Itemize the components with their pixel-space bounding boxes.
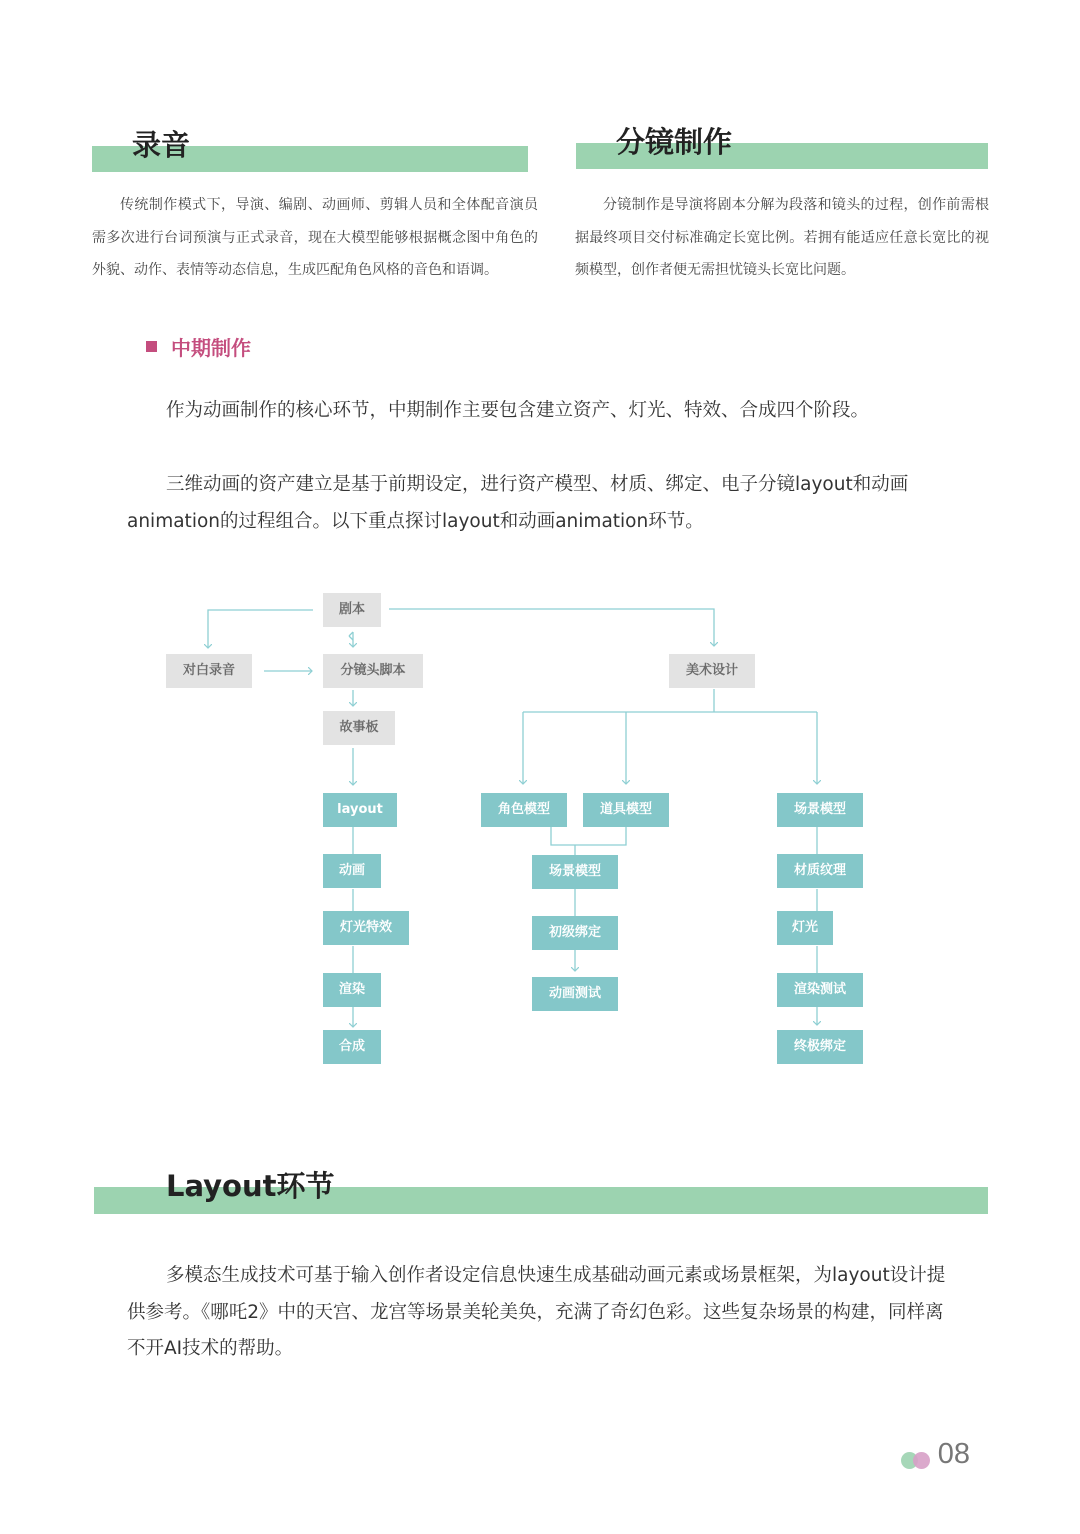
node-animation-test: 动画测试 (532, 977, 618, 1011)
node-character-model: 角色模型 (481, 793, 567, 827)
connector-models-merge (551, 827, 626, 855)
node-prop-model: 道具模型 (583, 793, 669, 827)
node-final-rigging: 终极绑定 (777, 1030, 863, 1064)
node-render-test: 渲染测试 (777, 973, 863, 1007)
midterm-heading-text: 中期制作 (171, 335, 251, 360)
connector-script-to-art (389, 609, 714, 646)
midterm-paragraph-2: 三维动画的资产建立是基于前期设定，进行资产模型、材质、绑定、电子分镜layout和动画animation的过程组合。以下重点探讨layout和动画animation环节。 (127, 474, 909, 532)
node-art-design: 美术设计 (669, 654, 755, 688)
node-scene-model-mid: 场景模型 (532, 855, 618, 889)
node-composite: 合成 (323, 1030, 381, 1064)
layout-title: Layout环节 (166, 1169, 335, 1203)
recording-title: 录音 (132, 128, 191, 162)
node-layout: layout (323, 793, 397, 827)
node-storyboard-script: 分镜头脚本 (323, 654, 423, 688)
node-render: 渲染 (323, 973, 381, 1007)
recording-text: 传统制作模式下，导演、编剧、动画师、剪辑人员和全体配音演员需多次进行台词预演与正式录音，现在大模型能够根据概念图中角色的外貌、动作、表情等动态信息，生成匹配角色风格的音色和语调。 (92, 197, 538, 278)
page-number: 08 (937, 1438, 970, 1470)
node-lighting: 灯光 (777, 911, 833, 945)
storyboard-text: 分镜制作是导演将剧本分解为段落和镜头的过程，创作前需根据最终项目交付标准确定长宽比例。若拥有能适应任意长宽比的视频模型，创作者便无需担忧镜头长宽比问题。 (575, 197, 989, 278)
node-animation: 动画 (323, 854, 381, 888)
node-scene-model: 场景模型 (777, 793, 863, 827)
node-basic-rigging: 初级绑定 (532, 916, 618, 950)
page-dot-pink-icon (913, 1452, 930, 1469)
node-dialogue-recording: 对白录音 (166, 654, 252, 688)
layout-text: 多模态生成技术可基于输入创作者设定信息快速生成基础动画元素或场景框架，为layout设计提供参考。《哪吒2》中的天宫、龙宫等场景美轮美奂，充满了奇幻色彩。这些复杂场景的构建，同样离不开AI技术的帮助。 (127, 1265, 946, 1359)
node-story-board: 故事板 (323, 711, 395, 745)
storyboard-title: 分镜制作 (616, 125, 733, 159)
node-script: 剧本 (323, 593, 381, 627)
node-material-texture: 材质纹理 (777, 854, 863, 888)
node-lighting-fx: 灯光特效 (323, 911, 409, 945)
midterm-paragraph-1: 作为动画制作的核心环节，中期制作主要包含建立资产、灯光、特效、合成四个阶段。 (166, 400, 870, 421)
connector-art-branch (523, 689, 817, 712)
connector-script-to-dialogue (208, 610, 313, 648)
